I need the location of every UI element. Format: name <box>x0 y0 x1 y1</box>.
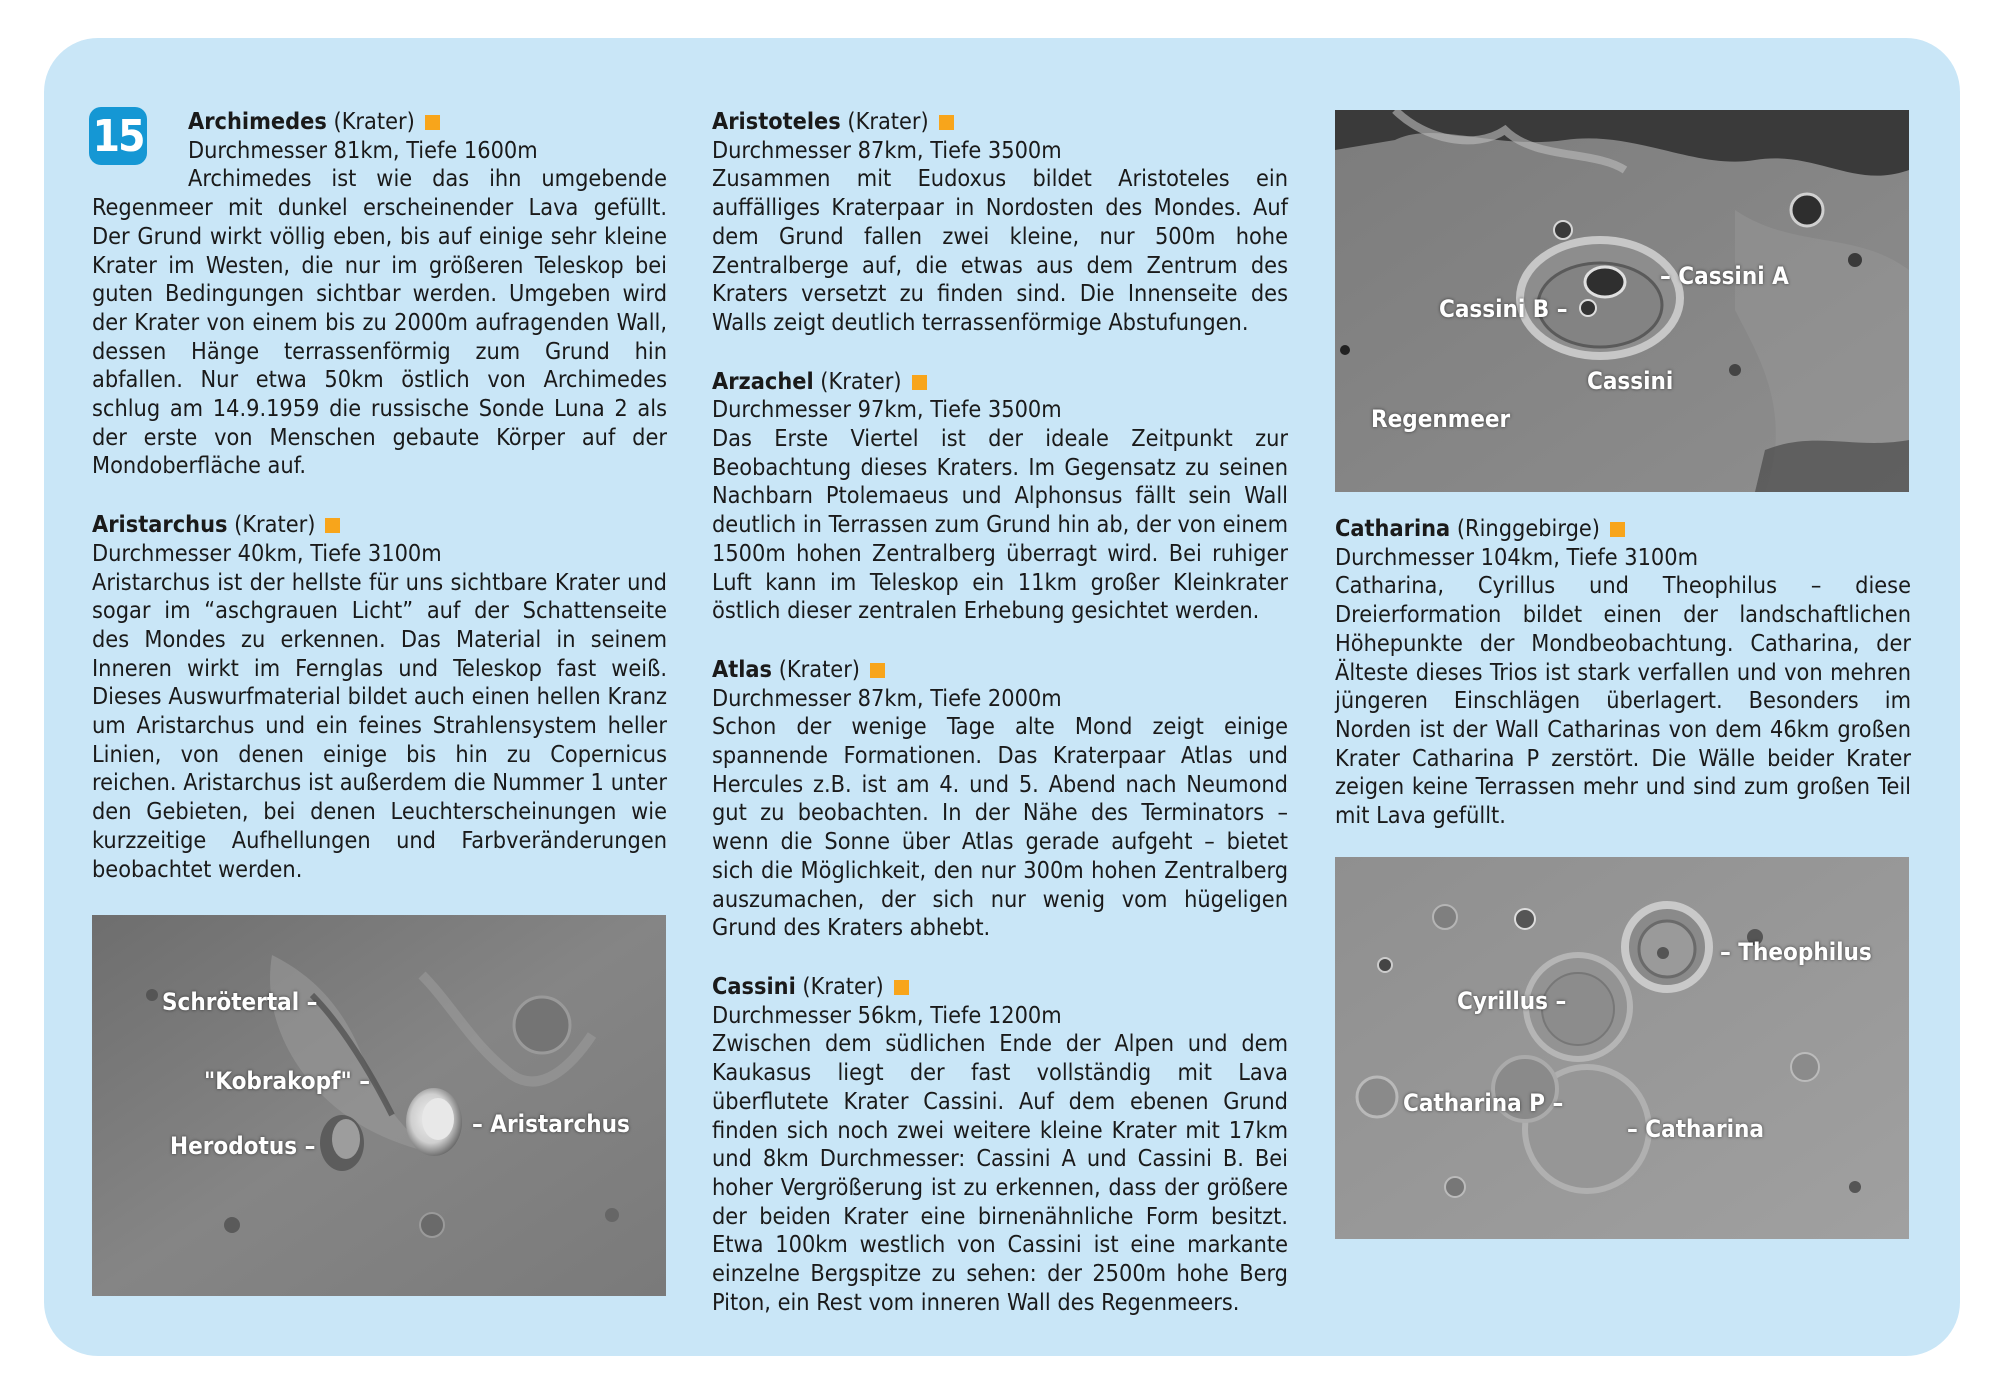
entry-dimensions: Durchmesser 40km, Tiefe 3100m <box>92 539 442 567</box>
entry-heading <box>712 108 1288 137</box>
entry-text: Catharina, Cyrillus und Theophilus – diese Dreierformation bildet einen der landschaftlichen Höhepunkte der Mondbeobachtung. Catharina, der Älteste dieses Trios ist stark verfallen und von mehren jüngeren Einschlägen überlagert. Besonders im Norden ist der Wall Catharinas von dem 46km großen Krater Catharina P zerstört. Die Wälle beider Krater zeigen keine Terrassen mehr und sind zum großen Teil mit Lava gefüllt. <box>1335 572 1911 830</box>
entry-heading <box>1335 515 1911 544</box>
marker-square-icon <box>894 980 909 995</box>
entry-cassini <box>712 973 1288 1317</box>
photo-label-aristarchus: – Aristarchus <box>472 1110 630 1138</box>
moon-surface-image <box>1335 110 1909 492</box>
entry-dimensions: Durchmesser 87km, Tiefe 3500m <box>712 136 1062 164</box>
entry-heading <box>92 108 667 137</box>
photo-catharina-region <box>1335 857 1909 1239</box>
entry-name: Archimedes <box>188 108 327 135</box>
entry-dimensions: Durchmesser 87km, Tiefe 2000m <box>712 684 1062 712</box>
entry-heading <box>712 973 1288 1002</box>
column-1 <box>92 108 667 914</box>
entry-type: (Krater) <box>820 367 902 395</box>
marker-square-icon <box>939 115 954 130</box>
entry-text: Schon der wenige Tage alte Mond zeigt einige spannende Formationen. Das Kraterpaar Atlas und Hercules z.B. ist am 4. und 5. Abend nach Neumond gut zu beobachten. In der Nähe des Terminators – wenn die Sonne über Atlas gerade aufgeht – bietet sich die Möglichkeit, den nur 300m hohen Zentralberg auszumachen, der sich nur wenig vom hügeligen Grund des Kraters abhebt. <box>712 713 1288 942</box>
entry-dimensions: Durchmesser 81km, Tiefe 1600m <box>188 136 538 164</box>
photo-label-herodotus: Herodotus – <box>170 1132 316 1160</box>
entry-text: Zwischen dem südlichen Ende der Alpen und dem Kaukasus liegt der fast vollständig mit Lava überflutete Krater Cassini. Auf dem ebenen Grund finden sich noch zwei weitere kleine Krater mit 17km und 8km Durchmesser: Cassini A und Cassini B. Bei hoher Vergrößerung ist zu erkennen, dass der größere der beiden Krater eine birnenähnliche Form besitzt. Etwa 100km westlich von Cassini ist eine markante einzelne Bergspitze zu sehen: der 2500m hohe Berg Piton, ein Rest vom inneren Wall des Regenmeers. <box>712 1030 1288 1316</box>
moon-surface-image <box>92 915 666 1296</box>
entry-heading <box>92 511 667 540</box>
photo-label-cassini: Cassini <box>1587 367 1674 395</box>
marker-square-icon <box>425 115 440 130</box>
photo-label-regenmeer: Regenmeer <box>1371 405 1511 433</box>
photo-label-cassini-a: – Cassini A <box>1660 262 1789 290</box>
entry-type: (Krater) <box>234 511 316 539</box>
moon-surface-image <box>1335 857 1909 1239</box>
entry-aristarchus <box>92 511 667 884</box>
page-number-badge: 15 <box>89 107 147 165</box>
entry-dimensions: Durchmesser 104km, Tiefe 3100m <box>1335 543 1699 571</box>
entry-archimedes <box>92 108 667 481</box>
entry-type: (Krater) <box>802 972 884 1000</box>
entry-heading <box>712 656 1288 685</box>
entry-text: Archimedes ist wie das ihn umgebende Regenmeer mit dunkel erscheinender Lava gefüllt. Der Grund wirkt völlig eben, bis auf einige sehr kleine Krater im Westen, die nur im größeren Teleskop bei guten Bedingungen sichtbar werden. Umgeben wird der Krater von einem bis zu 2000m aufragenden Wall, dessen Hänge terrassenförmig zum Grund hin abfallen. Nur etwa 50km östlich von Archimedes schlug am 14.9.1959 die russische Sonde Luna 2 als der erste von Menschen gebaute Körper auf der Mondoberfläche auf. <box>92 165 667 480</box>
entry-dimensions: Durchmesser 56km, Tiefe 1200m <box>712 1001 1062 1029</box>
column-3 <box>1335 515 1911 861</box>
entry-name: Aristarchus <box>92 511 228 539</box>
marker-square-icon <box>912 375 927 390</box>
photo-label-cyrillus: Cyrillus – <box>1457 987 1567 1015</box>
photo-label-schroetertal: Schrötertal – <box>162 988 318 1016</box>
photo-label-kobrakopf: "Kobrakopf" – <box>204 1067 371 1095</box>
entry-name: Catharina <box>1335 515 1451 542</box>
entry-arzachel <box>712 368 1288 626</box>
photo-label-theophilus: – Theophilus <box>1720 938 1872 966</box>
marker-square-icon <box>1610 522 1625 537</box>
marker-square-icon <box>870 663 885 678</box>
entry-aristoteles <box>712 108 1288 338</box>
entry-text: Aristarchus ist der hellste für uns sichtbare Krater und sogar im “aschgrauen Licht” auf der Schattenseite des Mondes zu erkennen. Das Material in seinem Inneren wirkt im Fernglas und Teleskop fast weiß. Dieses Auswurfmaterial bildet auch einen hellen Kranz um Aristarchus und ein feines Strahlensystem heller Linien, von denen einige bis hin zu Copernicus reichen. Aristarchus ist außerdem die Nummer 1 unter den Gebieten, bei denen Leuchterscheinungen wie kurzzeitige Aufhellungen und Farbveränderungen beobachtet werden. <box>92 568 667 883</box>
photo-label-catharina: – Catharina <box>1627 1115 1764 1143</box>
entry-text: Zusammen mit Eudoxus bildet Aristoteles ein auffälliges Kraterpaar in Nordosten des Mondes. Auf dem Grund fallen zwei kleine, nur 500m hohe Zentralberge auf, die etwas aus dem Zentrum des Kraters versetzt zu finden sind. Die Innenseite des Walls zeigt deutlich terrassenförmige Abstufungen. <box>712 165 1288 336</box>
entry-name: Arzachel <box>712 367 814 395</box>
entry-dimensions: Durchmesser 97km, Tiefe 3500m <box>712 396 1062 424</box>
photo-label-cassini-b: Cassini B – <box>1439 295 1568 323</box>
entry-type: (Krater) <box>778 655 860 683</box>
entry-text: Das Erste Viertel ist der ideale Zeitpunkt zur Beobachtung dieses Kraters. Im Gegensatz zu seinen Nachbarn Ptolemaeus und Alphonsus fällt sein Wall deutlich in Terrassen zum Grund hin ab, der von einem 1500m hohen Zentralberg überragt wird. Bei ruhiger Luft kann im Teleskop ein 11km großer Kleinkrater östlich dieser zentralen Erhebung gesichtet werden. <box>712 425 1288 625</box>
entry-type: (Krater) <box>847 108 929 135</box>
entry-name: Aristoteles <box>712 108 841 135</box>
entry-name: Atlas <box>712 655 773 683</box>
entry-catharina <box>1335 515 1911 831</box>
photo-cassini-region <box>1335 110 1909 492</box>
entry-type: (Krater) <box>333 108 415 135</box>
entry-atlas <box>712 656 1288 943</box>
photo-label-catharina-p: Catharina P – <box>1403 1089 1564 1117</box>
photo-aristarchus-region <box>92 915 666 1296</box>
column-2 <box>712 108 1288 1347</box>
marker-square-icon <box>325 518 340 533</box>
entry-heading <box>712 368 1288 397</box>
entry-type: (Ringgebirge) <box>1456 515 1600 542</box>
entry-name: Cassini <box>712 972 796 1000</box>
